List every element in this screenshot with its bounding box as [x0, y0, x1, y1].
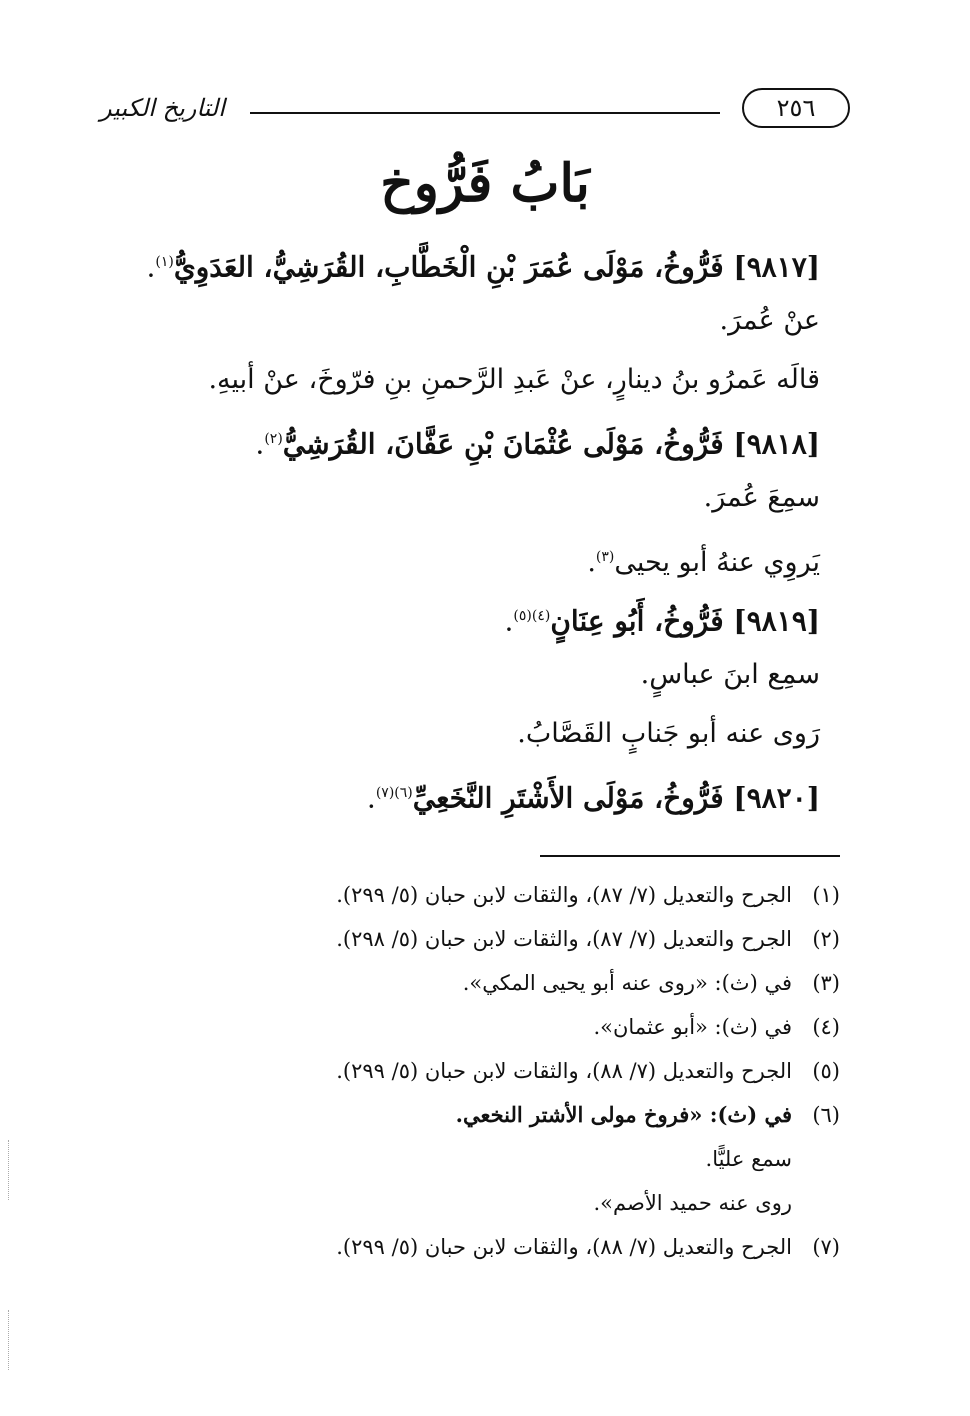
text-line	[140, 476, 820, 535]
footnote-number: (٥)	[812, 1059, 840, 1083]
footnote-continuation	[140, 1139, 840, 1183]
header-rule	[250, 112, 720, 114]
line-end: .	[504, 604, 514, 638]
chapter-title: بَابُ فَرُّوخ	[380, 153, 590, 214]
footnote-text: في (ث): «روى عنه أبو يحيى المكي».	[462, 971, 792, 995]
running-header	[100, 88, 850, 132]
footnote-ref: (٤)(٥)	[513, 608, 551, 624]
entry-text: فَرُّوخُ، أَبُو عِنَانٍ	[550, 604, 724, 638]
entry-line	[140, 771, 820, 830]
footnote-ref: (٣)	[595, 549, 615, 565]
footnote-text: الجرح والتعديل (٧/ ٨٧)، والثقات لابن حبان (٥/ ٢٩٨).	[336, 927, 792, 951]
footnote	[140, 1227, 840, 1271]
line-text: قالَه عَمرُو بنُ دينارٍ، عنْ عَبدِ الرَّحمنِ بنِ فرّوخَ، عنْ أبيهِ.	[208, 364, 820, 395]
footnote-text: سمع عليًّا.	[705, 1147, 792, 1171]
entry-id: [٩٨١٩]	[733, 604, 820, 638]
footnote-text: الجرح والتعديل (٧/ ٨٨)، والثقات لابن حبان (٥/ ٢٩٩).	[336, 1059, 792, 1083]
text-line	[140, 535, 820, 594]
footnote-separator	[540, 855, 840, 857]
line-end: .	[146, 250, 156, 284]
footnote-text: في (ث): «أبو عثمان».	[593, 1015, 792, 1039]
line-text: رَوى عنه أبو جَنابٍ القَصَّابُ.	[517, 718, 820, 749]
footnote-text: في (ث): «فروخ مولى الأشتر النخعي.	[455, 1102, 792, 1127]
line-text: يَروِي عنهُ أبو يحيى	[614, 547, 820, 578]
line-end: .	[366, 781, 376, 815]
text-line	[140, 358, 820, 417]
footnote-number: (٤)	[812, 1015, 840, 1039]
footnote	[140, 875, 840, 919]
footnote	[140, 1051, 840, 1095]
entry-text: فَرُّوخُ، مَوْلَى عُمَرَ بْنِ الْخَطَّابِ، القُرَشِيُّ، العَدَوِيُّ	[173, 250, 724, 284]
line-end: .	[255, 427, 265, 461]
page-number: ٢٥٦	[742, 88, 850, 128]
entry-text: فَرُّوخُ، مَوْلَى عُثْمَانَ بْنِ عَفَّانَ، القُرَشِيُّ	[282, 427, 724, 461]
footnote-continuation	[140, 1183, 840, 1227]
footnote-text: الجرح والتعديل (٧/ ٨٨)، والثقات لابن حبان (٥/ ٢٩٩).	[336, 1235, 792, 1259]
line-text: سمِعَ عُمرَ.	[703, 482, 820, 513]
entry-id: [٩٨١٧]	[733, 250, 820, 284]
line-text: سمِع ابنَ عباسٍ.	[640, 659, 820, 690]
footnote	[140, 1095, 840, 1139]
entry-text: فَرُّوخُ، مَوْلَى الأَشْتَرِ النَّخَعِيِّ	[412, 781, 724, 815]
footnote-ref: (٦)(٧)	[375, 785, 413, 801]
footnote-text: روى عنه حميد الأصم».	[593, 1191, 792, 1215]
footnote-ref: (٢)	[264, 431, 283, 447]
footnote	[140, 1007, 840, 1051]
line-text: عنْ عُمرَ.	[719, 305, 820, 336]
footnote-number: (٣)	[812, 971, 840, 995]
entry-id: [٩٨٢٠]	[733, 781, 820, 815]
footnote-number: (٧)	[812, 1235, 840, 1259]
scan-margin-mark	[8, 1310, 9, 1370]
main-text	[140, 240, 820, 830]
footnote-ref: (١)	[155, 254, 174, 270]
footnote-number: (٦)	[812, 1103, 840, 1127]
entry-line	[140, 240, 820, 299]
line-end: .	[587, 547, 596, 578]
entry-id: [٩٨١٨]	[733, 427, 820, 461]
text-line	[140, 653, 820, 712]
footnote-text: الجرح والتعديل (٧/ ٨٧)، والثقات لابن حبان (٥/ ٢٩٩).	[336, 883, 792, 907]
footnote-number: (٢)	[812, 927, 840, 951]
entry-line	[140, 594, 820, 653]
book-title: التاريخ الكبير	[100, 94, 225, 122]
footnote	[140, 919, 840, 963]
text-line	[140, 712, 820, 771]
text-line	[140, 299, 820, 358]
footnote-number: (١)	[812, 883, 840, 907]
footnote	[140, 963, 840, 1007]
footnotes	[140, 875, 840, 1271]
entry-line	[140, 417, 820, 476]
scan-margin-mark	[8, 1140, 9, 1200]
